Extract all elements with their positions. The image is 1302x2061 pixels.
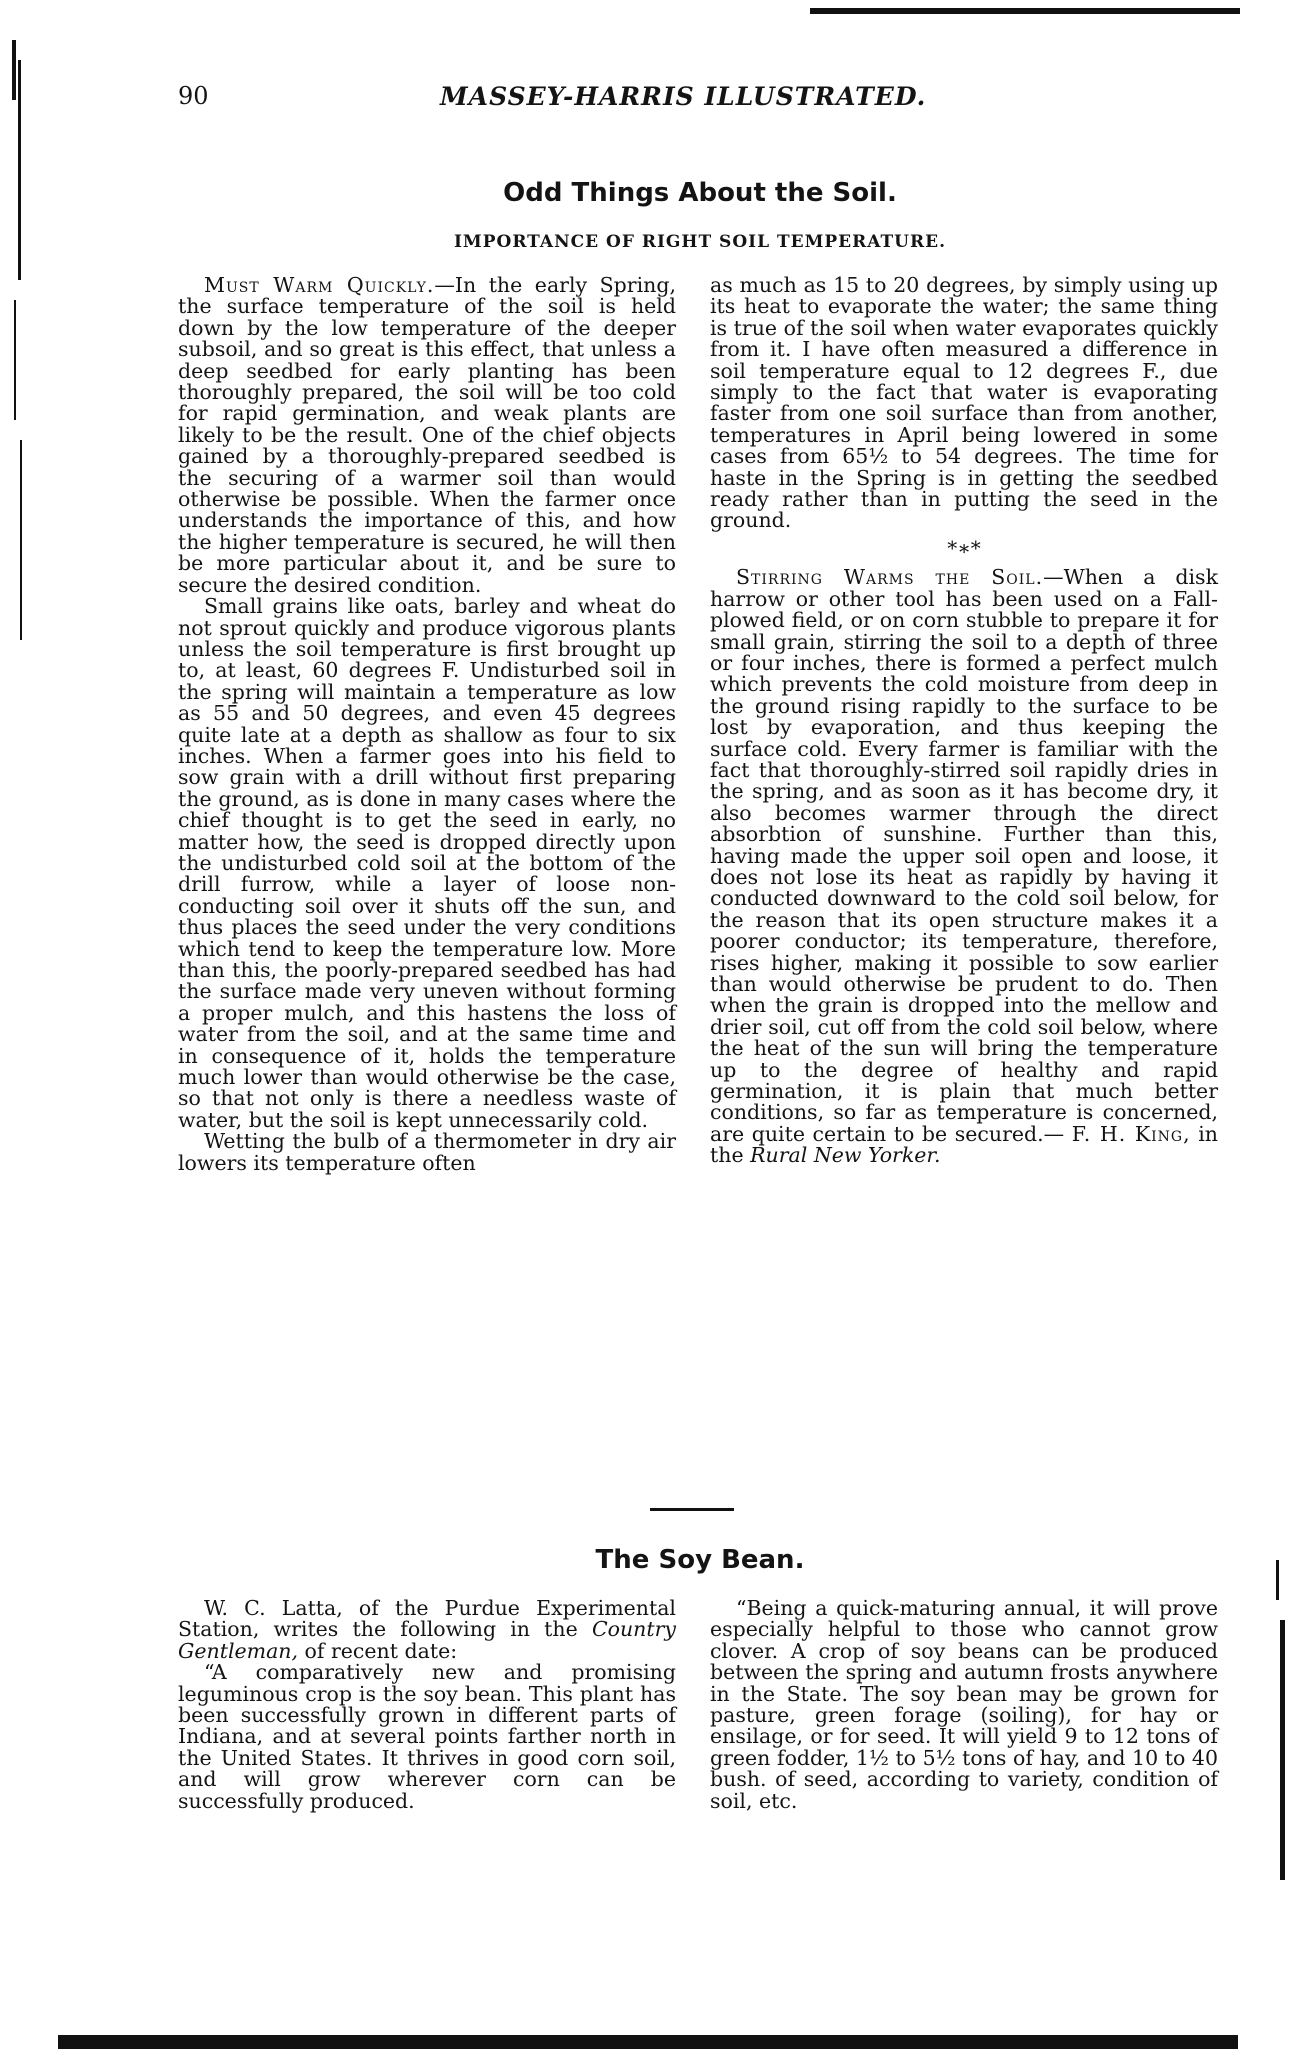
article-subtitle-soil: IMPORTANCE OF RIGHT SOIL TEMPERATURE. [453, 232, 946, 252]
article-title-soy-bean: The Soy Bean. [595, 1545, 805, 1575]
article-separator-rule [650, 1508, 734, 1511]
right-edge-scan-marks [1262, 1560, 1292, 1890]
page-header [0, 82, 1302, 118]
source-publication: Country Gentleman, [178, 1617, 676, 1663]
attribution-source: Rural New Yorker. [750, 1143, 941, 1168]
paragraph-wetting-bulb: Wetting the bulb of a thermometer in dry air lowers its temperature often [178, 1129, 676, 1175]
paragraph-lead: Must Warm Quickly. [204, 273, 435, 297]
article-soil-column-1 [178, 275, 676, 1174]
attribution-connector: in the [710, 1121, 1218, 1168]
article-title-soil: Odd Things About the Soil. [503, 178, 897, 208]
section-stars-ornament: *∗* [947, 535, 981, 560]
paragraph-small-grains: Small grains like oats, barley and wheat do not sprout quickly and produce vigorous plants unless the soil temperature is first brought up to, at least, 60 degrees F. Undisturbed soil in the spring will maintain a temperature as low as 55 and 50 degrees, and even 45 degrees quite late at a depth as shallow as four to six inches. When a farmer goes into his field to sow grain with a drill without first preparing the ground, as is done in many cases where the chief thought is to get the seed in early, no matter how, the seed is dropped directly upon the undisturbed cold soil at the bottom of the drill furrow, while a layer of loose non-conducting soil over it shuts off the sun, and thus places the seed under the very conditions which tend to keep the temperature low. More than this, the poorly-prepared seedbed has had the surface made very uneven without forming a proper mulch, and this hastens the loss of water from the soil, and at the same time and in consequence of it, holds the temperature much lower than would otherwise be the case, so that not only is there a needless waste of water, but the soil is kept unnecessarily cold. [178, 594, 676, 1132]
paragraph-lead: Stirring Warms the Soil. [736, 565, 1044, 590]
attribution-name: F. H. King, [1071, 1121, 1191, 1146]
running-title: MASSEY-HARRIS ILLUSTRATED. [440, 82, 927, 111]
paragraph-soy-quote-2: “Being a quick-maturing annual, it will prove especially helpful to those who cannot grow clover. A crop of soy beans can be produced between the spring and autumn frosts anywhere in the State. The soy bean may be grown for pasture, green forage (soiling), for hay or ensilage, or for seed. It will yield 9 to 12 tons of green fodder, 1½ to 5½ tons of hay, and 10 to 40 bush. of seed, according to variety, condition of soil, etc. [710, 1596, 1218, 1813]
top-border-rule [810, 8, 1240, 14]
bottom-border-rule [58, 2035, 1238, 2049]
article-soil-column-2 [710, 275, 1218, 1167]
paragraph-stirring-warms [710, 567, 1218, 1166]
paragraph-latta-intro: W. C. Latta, of the Purdue Experimental Station, writes the following in the Country Gentleman, of recent date: [178, 1596, 676, 1663]
article-soy-column-1 [178, 1598, 676, 1812]
paragraph-soy-quote-1: “A comparatively new and promising leguminous crop is the soy bean. This plant has been successfully grown in different parts of Indiana, and at several points farther north in the United States. It thrives in good corn soil, and will grow wherever corn can be successfully produced. [178, 1660, 676, 1813]
left-edge-scan-marks [8, 40, 30, 680]
paragraph-must-warm-quickly [178, 275, 676, 596]
page-number: 90 [178, 82, 209, 110]
paragraph-text: —When a disk harrow or other tool has been used on a Fall-plowed field, or on corn stubble to prepare it for small grain, stirring the soil to a depth of three or four inches, there is formed a perfect mulch which prevents the cold moisture from deep in the ground rising rapidly to the surface to be lost by evaporation, and thus keeping the surface cold. Every farmer is familiar with the fact that thoroughly-stirred soil rapidly dries in the spring, and as soon as it has become dry, it also becomes warmer through the direct absorbtion of sunshine. Further than this, having made the upper soil open and loose, it does not lose its heat as rapidly by having it conducted downward to the cold soil below, for the reason that its open structure makes it a poorer conductor; its temperature, therefore, rises higher, making it possible to sow earlier than would otherwise be prudent to do. Then when the grain is dropped into the mellow and drier soil, cut off from the cold soil below, where the heat of the sun will bring the temperature up to the degree of healthy and rapid germination, it is plain that much better conditions, so far as temperature is concerned, are quite certain to be secured.— [710, 565, 1218, 1146]
article-soy-column-2 [710, 1598, 1218, 1812]
paragraph-continued: as much as 15 to 20 degrees, by simply using up its heat to evaporate the water; the same thing is true of the soil when water evaporates quickly from it. I have often measured a difference in soil temperature equal to 12 degrees F., due simply to the fact that water is evaporating faster from one soil surface than from another, temperatures in April being lowered in some cases from 65½ to 54 degrees. The time for haste in the Spring is in getting the seedbed ready rather than in putting the seed in the ground. [710, 273, 1218, 533]
paragraph-text: —In the early Spring, the surface temperature of the soil is held down by the low temperature of the deeper subsoil, and so great is this effect, that unless a deep seedbed for early planting has been thoroughly prepared, the soil will be too cold for rapid germination, and weak plants are likely to be the result. One of the chief objects gained by a thoroughly-prepared seedbed is the securing of a warmer soil than would otherwise be possible. When the farmer once understands the importance of this, and how the higher temperature is secured, he will then be more particular about it, and be sure to secure the desired condition. [178, 273, 677, 597]
